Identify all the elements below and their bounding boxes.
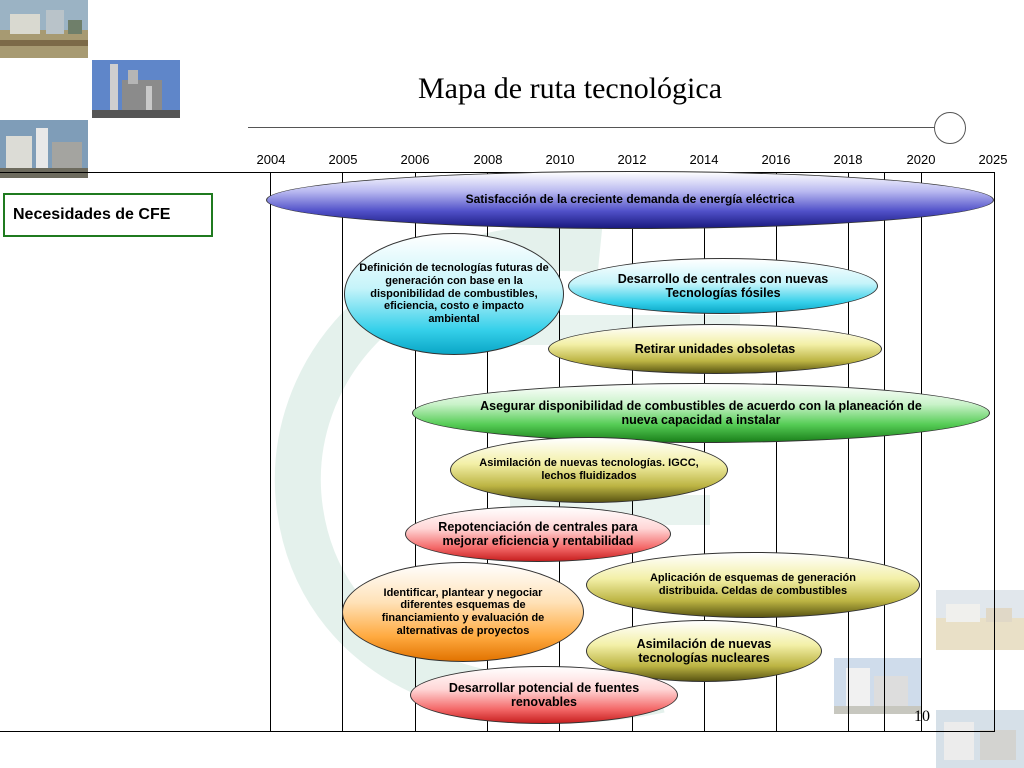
grid-line xyxy=(994,172,995,732)
roadmap-item-igcc: Asimilación de nuevas tecnologías. IGCC, lechos fluidizados xyxy=(450,437,728,503)
power-plant-photo-2 xyxy=(92,60,180,118)
grid-line xyxy=(342,172,343,732)
title-underline xyxy=(248,127,938,128)
slide-title: Mapa de ruta tecnológica xyxy=(417,72,723,105)
roadmap-item-financing: Identificar, plantear y negociar diferentes esquemas de financiamiento y evaluación de alternativas de proyectos xyxy=(342,562,584,662)
year-label: 2006 xyxy=(400,152,430,167)
year-label: 2014 xyxy=(689,152,719,167)
year-label: 2004 xyxy=(256,152,286,167)
roadmap-item-nuclear: Asimilación de nuevas tecnologías nucleares xyxy=(586,620,822,682)
roadmap-item-technology-definition: Definición de tecnologías futuras de generación con base en la disponibilidad de combustibles, eficiencia, costo e impacto ambiental xyxy=(344,233,564,355)
year-label: 2020 xyxy=(906,152,936,167)
grid-line xyxy=(270,172,271,732)
grid-line xyxy=(921,172,922,732)
roadmap-item-repowering: Repotenciación de centrales para mejorar eficiencia y rentabilidad xyxy=(405,506,671,562)
page-number: 10 xyxy=(914,708,930,725)
year-label: 2018 xyxy=(833,152,863,167)
decorative-circle xyxy=(934,112,966,144)
year-label: 2005 xyxy=(328,152,358,167)
roadmap-item-demand: Satisfacción de la creciente demanda de energía eléctrica xyxy=(266,171,994,229)
roadmap-item-retire-units: Retirar unidades obsoletas xyxy=(548,324,882,374)
year-label: 2010 xyxy=(545,152,575,167)
grid-line xyxy=(848,172,849,732)
roadmap-item-fossil-plants: Desarrollo de centrales con nuevas Tecnologías fósiles xyxy=(568,258,878,314)
roadmap-item-fuel-availability: Asegurar disponibilidad de combustibles de acuerdo con la planeación de nueva capacidad a instalar xyxy=(412,383,990,443)
power-plant-photo-3 xyxy=(0,120,88,178)
year-label: 2025 xyxy=(978,152,1008,167)
year-label: 2016 xyxy=(761,152,791,167)
year-label: 2008 xyxy=(473,152,503,167)
grid-line xyxy=(884,172,885,732)
roadmap-item-renewables: Desarrollar potencial de fuentes renovables xyxy=(410,666,678,724)
year-label: 2012 xyxy=(617,152,647,167)
roadmap-item-distributed-generation: Aplicación de esquemas de generación distribuida. Celdas de combustibles xyxy=(586,552,920,618)
power-plant-photo-1 xyxy=(0,0,88,58)
needs-label: Necesidades de CFE xyxy=(3,193,213,237)
